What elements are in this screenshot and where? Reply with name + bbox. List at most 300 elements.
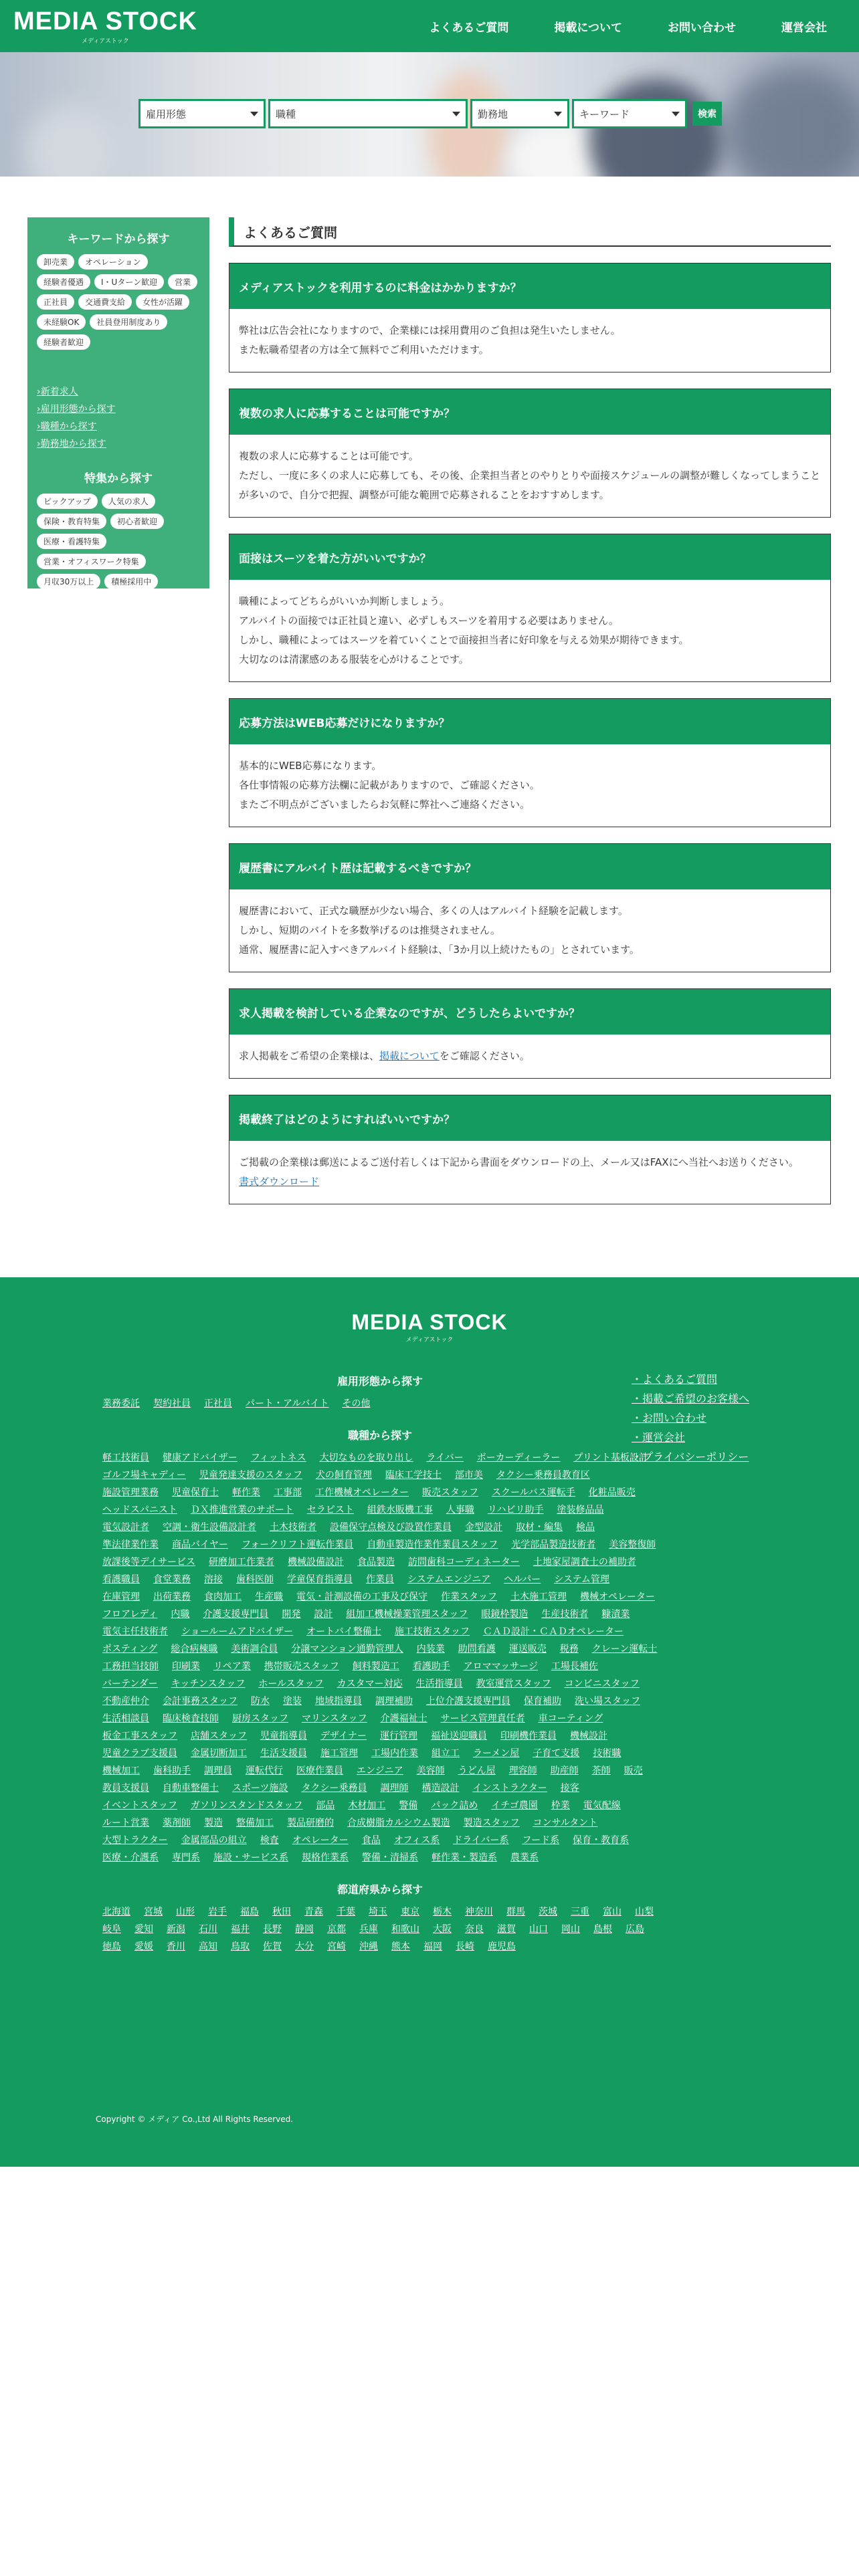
footer-employment-link[interactable]: 業務委託 bbox=[102, 1398, 140, 1409]
footer-pref-link[interactable]: 埼玉 bbox=[369, 1907, 387, 1917]
sidebar-link-location[interactable]: ›勤務地から探す bbox=[37, 439, 106, 449]
footer-employment-link[interactable]: その他 bbox=[342, 1398, 371, 1409]
nav-contact[interactable]: お問い合わせ bbox=[668, 21, 736, 35]
footer-job-link[interactable]: 施工技術スタッフ bbox=[394, 1626, 470, 1637]
footer-employment-link[interactable]: 契約社員 bbox=[153, 1398, 191, 1409]
footer-job-link[interactable]: ラーメン屋 bbox=[473, 1748, 520, 1759]
footer-job-link[interactable]: スポーツ施設 bbox=[232, 1783, 288, 1794]
footer-job-link[interactable]: 合成樹脂カルシウム製造 bbox=[347, 1818, 450, 1828]
footer-pref-link[interactable]: 富山 bbox=[603, 1907, 622, 1917]
footer-job-link[interactable]: リペア業 bbox=[213, 1661, 251, 1672]
footer-job-link[interactable]: 生活指導員 bbox=[415, 1679, 463, 1689]
faq-answer bbox=[229, 1035, 830, 1078]
faq-answer bbox=[229, 1141, 830, 1204]
footer-job-link[interactable]: 児童保育士 bbox=[172, 1487, 219, 1498]
footer-job-link[interactable]: 洗い場スタッフ bbox=[575, 1696, 640, 1707]
employment-select[interactable] bbox=[138, 99, 266, 128]
footer-pref-link[interactable]: 奈良 bbox=[465, 1924, 484, 1935]
nav-listing[interactable]: 掲載について bbox=[554, 21, 622, 35]
footer-job-link[interactable]: 歯科医師 bbox=[236, 1574, 274, 1585]
feature-tags bbox=[37, 494, 200, 589]
footer-job-link[interactable]: オフィス系 bbox=[393, 1835, 440, 1846]
footer-job-link[interactable]: 製造スタッフ bbox=[463, 1818, 520, 1828]
footer-job-link[interactable]: 助産師 bbox=[550, 1765, 579, 1776]
footer-pref-link[interactable]: 広島 bbox=[626, 1924, 644, 1935]
footer-job-link[interactable]: 医療作業員 bbox=[296, 1765, 343, 1776]
footer-job-link[interactable]: 電気配線 bbox=[583, 1800, 621, 1811]
footer-job-link[interactable]: 厨房スタッフ bbox=[232, 1713, 288, 1724]
footer-job-link[interactable]: オートバイ整備士 bbox=[306, 1626, 381, 1637]
footer-job-link[interactable]: 生産技術者 bbox=[541, 1609, 589, 1620]
job-select[interactable] bbox=[268, 99, 468, 128]
footer-job-link[interactable]: 施設管理業務 bbox=[102, 1487, 159, 1498]
footer-job-link[interactable]: 工務担当技師 bbox=[102, 1661, 159, 1672]
chevron-down-icon bbox=[250, 112, 258, 116]
keyword-select-value: キーワード bbox=[579, 108, 630, 120]
keyword-select[interactable] bbox=[572, 99, 687, 128]
sidebar-link-employment[interactable]: ›雇用形態から探す bbox=[37, 404, 116, 415]
footer-employment-link[interactable]: パート・アルバイト bbox=[246, 1398, 329, 1409]
footer-job-link[interactable]: 教員支援員 bbox=[102, 1783, 149, 1794]
footer-job-link[interactable]: 軽作業・製造系 bbox=[432, 1852, 497, 1863]
footer-job-link[interactable]: 機械設備設計 bbox=[288, 1557, 345, 1568]
footer-job-link[interactable]: 施工管理 bbox=[320, 1748, 358, 1759]
footer-job-link[interactable]: 助問看護 bbox=[458, 1644, 496, 1654]
footer-job-link[interactable]: 茶師 bbox=[591, 1765, 611, 1776]
footer-job-link[interactable]: システム管理 bbox=[554, 1574, 609, 1585]
footer-logo-text: MEDIA STOCK bbox=[351, 1310, 508, 1334]
footer-job-link[interactable]: 軽工技術員 bbox=[102, 1453, 149, 1463]
footer-job-link[interactable]: 美容整復師 bbox=[609, 1539, 656, 1550]
footer-job-link[interactable]: 工場長補佐 bbox=[551, 1661, 598, 1672]
footer-job-link[interactable]: 税務 bbox=[559, 1644, 579, 1654]
feature-tag[interactable]: ピックアップ bbox=[37, 494, 98, 509]
footer-job-link[interactable]: 介護支援専門員 bbox=[203, 1609, 269, 1620]
footer-job-link[interactable]: パック詰め bbox=[431, 1800, 478, 1811]
footer-pref-link[interactable]: 北海道 bbox=[102, 1907, 130, 1917]
footer-job-link[interactable]: 専門系 bbox=[172, 1852, 200, 1863]
faq-answer-line: 基本的にWEB応募になります。 bbox=[239, 760, 382, 772]
faq-answer-line: 履歴書において、正式な職歴が少ない場合、多くの人はアルバイト経験を記載します。 bbox=[239, 905, 628, 917]
footer-job-link[interactable]: 会計事務スタッフ bbox=[163, 1696, 237, 1707]
footer-job-link[interactable]: 検品 bbox=[576, 1522, 595, 1533]
footer-nav-link[interactable]: ・運営会社 bbox=[632, 1431, 686, 1444]
footer-pref-link[interactable]: 岐阜 bbox=[102, 1924, 121, 1935]
site-logo[interactable]: MEDIA STOCK メディアストック bbox=[13, 7, 197, 45]
footer-pref-link[interactable]: 大分 bbox=[295, 1941, 314, 1952]
footer-pref-list bbox=[102, 1903, 658, 1955]
faq-answer-line: 職種によってどちらがいいか判断しましょう。 bbox=[239, 595, 450, 607]
footer-pref-link[interactable]: 福岡 bbox=[423, 1941, 442, 1952]
footer-job-link[interactable]: 美術調合員 bbox=[231, 1644, 278, 1654]
footer-job-link[interactable]: タクシー乗務員教育区 bbox=[496, 1470, 590, 1481]
footer-logo[interactable] bbox=[0, 1311, 859, 1344]
footer-job-link[interactable]: コンビニスタッフ bbox=[564, 1679, 640, 1689]
footer-job-link[interactable]: 福祉送迎職員 bbox=[431, 1731, 488, 1741]
footer-job-link[interactable]: 塗装 bbox=[283, 1696, 302, 1707]
footer-job-link[interactable]: 総合病棟職 bbox=[171, 1644, 218, 1654]
footer-job-link[interactable]: 児童指導員 bbox=[260, 1731, 307, 1741]
footer-job-link[interactable]: 準法律業作業 bbox=[102, 1539, 159, 1550]
footer-job-link[interactable]: ＤＸ推進営業のサポート bbox=[190, 1505, 294, 1515]
footer-job-link[interactable]: プリント基板設計 bbox=[573, 1453, 648, 1463]
footer-job-link[interactable]: 調理員 bbox=[204, 1765, 232, 1776]
footer-job-link[interactable]: 研磨加工作業者 bbox=[209, 1557, 275, 1568]
footer-job-link[interactable]: 訪問歯科コーディネーター bbox=[408, 1557, 520, 1568]
footer-pref-link[interactable]: 滋賀 bbox=[497, 1924, 516, 1935]
footer-job-link[interactable]: 土木施工管理 bbox=[510, 1592, 567, 1602]
footer-job-link[interactable]: 金属部品の組立 bbox=[181, 1835, 247, 1846]
chevron-down-icon bbox=[554, 112, 562, 116]
footer-employment-list bbox=[102, 1395, 658, 1412]
feature-tag[interactable]: 積極採用中 bbox=[104, 574, 158, 589]
footer-nav-link[interactable]: ・プライバシーポリシー bbox=[632, 1451, 749, 1463]
footer-job-link[interactable]: フロアレディ bbox=[102, 1609, 158, 1620]
footer-job-link[interactable]: 生活支援員 bbox=[260, 1748, 307, 1759]
footer-job-link[interactable]: 子育て支援 bbox=[533, 1748, 580, 1759]
keyword-tag[interactable]: 社員登用制度あり bbox=[90, 314, 167, 330]
footer-job-link[interactable]: 製品研磨的 bbox=[287, 1818, 334, 1828]
footer-job-link[interactable]: アロママッサージ bbox=[463, 1661, 538, 1672]
faq-answer-line: 弊社は広告会社になりますので、企業様には採用費用のご負担は発生いたしません。 bbox=[239, 324, 621, 336]
footer-job-link[interactable]: 空調・衛生設備設計者 bbox=[163, 1522, 256, 1533]
footer-job-link[interactable]: オペレーター bbox=[292, 1835, 349, 1846]
footer-job-link[interactable]: 木材加工 bbox=[348, 1800, 386, 1811]
footer-job-link[interactable]: スクールバス運転手 bbox=[492, 1487, 575, 1498]
footer-job-link[interactable]: 土木技術者 bbox=[270, 1522, 316, 1533]
footer-job-link[interactable]: ＣＡＤ設計・ＣＡＤオペレーター bbox=[482, 1626, 624, 1637]
footer-job-link[interactable]: 自動車整備士 bbox=[163, 1783, 219, 1794]
footer-job-link[interactable]: 看護助手 bbox=[412, 1661, 450, 1672]
footer-job-link[interactable]: 印刷業 bbox=[172, 1661, 200, 1672]
footer-pref-link[interactable]: 岩手 bbox=[208, 1907, 227, 1917]
footer-job-link[interactable]: 土地家屋調査士の補助者 bbox=[533, 1557, 636, 1568]
footer-job-link[interactable]: 警備・清掃系 bbox=[362, 1852, 418, 1863]
footer-job-link[interactable]: クレーン運転士 bbox=[591, 1644, 658, 1654]
footer-pref-link[interactable]: 静岡 bbox=[295, 1924, 314, 1935]
search-button[interactable]: 検索 bbox=[692, 102, 722, 126]
keyword-tag[interactable]: 経験者優遇 bbox=[37, 274, 90, 290]
footer-job-link[interactable]: 不動産仲介 bbox=[102, 1696, 149, 1707]
footer-job-link[interactable]: 食肉加工 bbox=[204, 1592, 242, 1602]
footer-job-link[interactable]: 大切なものを取り出し bbox=[319, 1453, 413, 1463]
footer-nav-link[interactable]: ・お問い合わせ bbox=[632, 1412, 707, 1424]
feature-tag[interactable]: 保険・教育特集 bbox=[37, 514, 106, 529]
footer-job-link[interactable]: 出荷業務 bbox=[153, 1592, 191, 1602]
footer-job-link[interactable]: 規格作業系 bbox=[302, 1852, 349, 1863]
footer-pref-link[interactable]: 岡山 bbox=[561, 1924, 580, 1935]
footer-job-link[interactable]: 自動車製造作業作業員スタッフ bbox=[367, 1539, 498, 1550]
sidebar-link-job[interactable]: ›職種から探す bbox=[37, 421, 97, 432]
footer-pref-link[interactable]: 愛知 bbox=[134, 1924, 153, 1935]
footer-job-link[interactable]: ポスティング bbox=[102, 1644, 158, 1654]
footer-employment-heading: 雇用形態から探す bbox=[337, 1375, 423, 1388]
footer-job-link[interactable]: 臨床検査技師 bbox=[163, 1713, 219, 1724]
footer-job-link[interactable]: 地域指導員 bbox=[315, 1696, 362, 1707]
footer-job-link[interactable]: 技術職 bbox=[593, 1748, 622, 1759]
footer-job-link[interactable]: 児童クラブ支援員 bbox=[102, 1748, 177, 1759]
footer-job-link[interactable]: 機械オペレーター bbox=[580, 1592, 655, 1602]
footer-job-link[interactable]: 組立工 bbox=[432, 1748, 460, 1759]
feature-tag[interactable]: 営業・オフィスワーク特集 bbox=[37, 554, 146, 569]
nav-company[interactable]: 運営会社 bbox=[781, 21, 827, 35]
footer-job-link[interactable]: 介護福祉士 bbox=[380, 1713, 427, 1724]
footer-pref-link[interactable]: 福井 bbox=[231, 1924, 250, 1935]
feature-tag[interactable]: 初心者歓迎 bbox=[110, 514, 164, 529]
footer-pref-link[interactable]: 新潟 bbox=[167, 1924, 185, 1935]
footer-job-link[interactable]: 上位介護支援専門員 bbox=[426, 1696, 510, 1707]
keyword-tag[interactable]: 未経験OK bbox=[37, 314, 86, 330]
footer-job-link[interactable]: コンサルタント bbox=[533, 1818, 598, 1828]
footer-pref-link[interactable]: 長崎 bbox=[456, 1941, 474, 1952]
form-download-link[interactable]: 書式ダウンロード bbox=[239, 1176, 320, 1188]
footer-job-link[interactable]: 在庫管理 bbox=[102, 1592, 140, 1602]
footer-job-link[interactable]: 製造 bbox=[204, 1818, 223, 1828]
keyword-tag[interactable]: 交通費支給 bbox=[78, 294, 132, 310]
keyword-tag[interactable]: オペレーション bbox=[78, 254, 148, 270]
footer-job-link[interactable]: 美容師 bbox=[416, 1765, 445, 1776]
footer-job-link[interactable]: 携帯販売スタッフ bbox=[264, 1661, 339, 1672]
footer-job-link[interactable]: 運行管理 bbox=[380, 1731, 418, 1741]
nav-faq[interactable]: よくあるご質問 bbox=[429, 21, 509, 35]
footer-job-link[interactable]: 部市美 bbox=[454, 1470, 483, 1481]
footer-pref-link[interactable]: 宮城 bbox=[144, 1907, 163, 1917]
footer-job-link[interactable]: 金型設計 bbox=[465, 1522, 502, 1533]
footer-job-link[interactable]: 構造設計 bbox=[421, 1783, 460, 1794]
footer-pref-link[interactable]: 愛媛 bbox=[134, 1941, 153, 1952]
footer-pref-link[interactable]: 香川 bbox=[167, 1941, 185, 1952]
footer-pref-link[interactable]: 沖縄 bbox=[359, 1941, 378, 1952]
footer-job-link[interactable]: イベントスタッフ bbox=[102, 1800, 177, 1811]
footer-job-link[interactable]: 食品 bbox=[361, 1835, 381, 1846]
site-footer bbox=[0, 1277, 859, 2167]
listing-info-link[interactable]: 掲載について bbox=[379, 1050, 440, 1062]
footer-job-link[interactable]: 警備 bbox=[399, 1800, 418, 1811]
footer-job-link[interactable]: 分譲マンション通勤管理人 bbox=[291, 1644, 403, 1654]
footer-job-link[interactable]: 調理師 bbox=[380, 1783, 409, 1794]
footer-job-link[interactable]: 店舗スタッフ bbox=[191, 1731, 247, 1741]
location-select[interactable] bbox=[470, 99, 569, 128]
footer-job-link[interactable]: 内職 bbox=[171, 1609, 190, 1620]
footer-job-link[interactable]: 工場内作業 bbox=[371, 1748, 418, 1759]
footer-job-link[interactable]: 看護職員 bbox=[102, 1574, 140, 1585]
footer-job-link[interactable]: ホールスタッフ bbox=[258, 1679, 324, 1689]
footer-job-link[interactable]: 塗装修品品 bbox=[557, 1505, 604, 1515]
footer-job-link[interactable]: ゴルフ場キャディー bbox=[102, 1470, 186, 1481]
footer-job-link[interactable]: 作業員 bbox=[366, 1574, 394, 1585]
footer-pref-link[interactable]: 茨城 bbox=[539, 1907, 557, 1917]
footer-job-link[interactable]: 糠漬業 bbox=[601, 1609, 630, 1620]
footer-pref-link[interactable]: 宮崎 bbox=[327, 1941, 346, 1952]
footer-job-link[interactable]: 開発 bbox=[282, 1609, 301, 1620]
footer-job-link[interactable]: システムエンジニア bbox=[407, 1574, 491, 1585]
footer-job-link[interactable]: 印刷機作業員 bbox=[500, 1731, 557, 1741]
footer-job-link[interactable]: 飼料製造工 bbox=[352, 1661, 399, 1672]
footer-job-link[interactable]: 食堂業務 bbox=[153, 1574, 191, 1585]
footer-job-link[interactable]: エンジニア bbox=[357, 1765, 403, 1776]
footer-job-link[interactable]: ドライバー系 bbox=[453, 1835, 509, 1846]
footer-job-link[interactable]: 保育・教育系 bbox=[573, 1835, 630, 1846]
footer-pref-link[interactable]: 福島 bbox=[240, 1907, 259, 1917]
footer-job-link[interactable]: 生活相談員 bbox=[102, 1713, 149, 1724]
feature-tag[interactable]: 月収30万以上 bbox=[37, 574, 100, 589]
footer-job-link[interactable]: セラピスト bbox=[306, 1505, 354, 1515]
footer-job-link[interactable]: 調理補助 bbox=[375, 1696, 413, 1707]
footer-job-link[interactable]: うどん屋 bbox=[458, 1765, 496, 1776]
footer-job-link[interactable]: 接客 bbox=[560, 1783, 579, 1794]
footer-job-link[interactable]: 化粧品販売 bbox=[588, 1487, 636, 1498]
footer-job-link[interactable]: 工事部 bbox=[274, 1487, 302, 1498]
footer-pref-link[interactable]: 東京 bbox=[401, 1907, 419, 1917]
footer-job-link[interactable]: 作業スタッフ bbox=[441, 1592, 497, 1602]
footer-job-link[interactable]: 整備加工 bbox=[236, 1818, 274, 1828]
footer-job-link[interactable]: 電気設計者 bbox=[102, 1522, 149, 1533]
footer-job-link[interactable]: フード系 bbox=[522, 1835, 560, 1846]
feature-tag[interactable]: 医療・看護特集 bbox=[37, 534, 106, 549]
footer-job-link[interactable]: 電気主任技術者 bbox=[102, 1626, 168, 1637]
footer-job-link[interactable]: 歯科助手 bbox=[153, 1765, 191, 1776]
footer-pref-link[interactable]: 千葉 bbox=[337, 1907, 355, 1917]
footer-pref-link[interactable]: 神奈川 bbox=[465, 1907, 493, 1917]
footer-job-link[interactable]: 車コーティング bbox=[538, 1713, 603, 1724]
footer-job-link[interactable]: 教室運営スタッフ bbox=[476, 1679, 551, 1689]
footer-job-link[interactable]: マリンスタッフ bbox=[302, 1713, 367, 1724]
footer-pref-link[interactable]: 群馬 bbox=[506, 1907, 525, 1917]
footer-pref-link[interactable]: 大阪 bbox=[433, 1924, 452, 1935]
footer-job-link[interactable]: 機械設計 bbox=[570, 1731, 608, 1741]
copyright: Copyright © メディア Co.,Ltd All Rights Reserved. bbox=[96, 2115, 294, 2124]
footer-job-link[interactable]: 健康アドバイザー bbox=[163, 1453, 237, 1463]
footer-pref-link[interactable]: 鹿児島 bbox=[488, 1941, 516, 1952]
faq-answer-line: ただし、一度に多くの求人に応募しても、その後、企業担当者とのやりとりや面接スケジュールの調整が難しくなってしまうことが多いので、自分で把握、調整が可能な範囲で応募されることをおすすめします。 bbox=[239, 469, 821, 501]
footer-pref-link[interactable]: 青森 bbox=[304, 1907, 323, 1917]
footer-job-link[interactable]: 板金工事スタッフ bbox=[102, 1731, 177, 1741]
footer-pref-link[interactable]: 栃木 bbox=[433, 1907, 452, 1917]
footer-pref-link[interactable]: 島根 bbox=[593, 1924, 612, 1935]
footer-job-link[interactable]: バーテンダー bbox=[102, 1679, 158, 1689]
keyword-tag[interactable]: 女性が活躍 bbox=[136, 294, 189, 310]
footer-job-link[interactable]: 検査 bbox=[260, 1835, 279, 1846]
footer-job-link[interactable]: ルート営業 bbox=[102, 1818, 149, 1828]
footer-job-link[interactable]: ガソリンスタンドスタッフ bbox=[190, 1800, 303, 1811]
footer-job-link[interactable]: 保育補助 bbox=[524, 1696, 561, 1707]
footer-job-link[interactable]: 部品 bbox=[316, 1800, 335, 1811]
footer-job-link[interactable]: 学童保育指導員 bbox=[287, 1574, 353, 1585]
footer-pref-link[interactable]: 和歌山 bbox=[391, 1924, 419, 1935]
footer-pref-link[interactable]: 山口 bbox=[529, 1924, 548, 1935]
footer-pref-link[interactable]: 佐賀 bbox=[263, 1941, 282, 1952]
footer-job-link[interactable]: フィットネス bbox=[250, 1453, 306, 1463]
footer-job-link[interactable]: 生産職 bbox=[255, 1592, 283, 1602]
keyword-tag[interactable]: I・Uターン歓迎 bbox=[94, 274, 164, 290]
footer-job-link[interactable]: イチゴ農園 bbox=[491, 1800, 538, 1811]
footer-job-link[interactable]: 枠業 bbox=[551, 1800, 570, 1811]
footer-job-link[interactable]: 販売スタッフ bbox=[422, 1487, 478, 1498]
footer-job-link[interactable]: 組加工機械操業管理スタッフ bbox=[346, 1609, 468, 1620]
keyword-tag[interactable]: 営業 bbox=[168, 274, 197, 290]
footer-pref-link[interactable]: 長野 bbox=[263, 1924, 282, 1935]
footer-job-link[interactable]: 犬の飼育管理 bbox=[315, 1470, 372, 1481]
footer-job-link[interactable]: 医療・介護系 bbox=[102, 1852, 159, 1863]
footer-job-link[interactable]: 取材・編集 bbox=[516, 1522, 563, 1533]
footer-job-link[interactable]: キッチンスタッフ bbox=[171, 1679, 246, 1689]
footer-job-link[interactable]: 児童発達支援のスタッフ bbox=[199, 1470, 302, 1481]
footer-pref-link[interactable]: 石川 bbox=[199, 1924, 217, 1935]
footer-job-link[interactable]: 食品製造 bbox=[357, 1557, 395, 1568]
footer-job-link[interactable]: サービス管理責任者 bbox=[440, 1713, 525, 1724]
footer-job-link[interactable]: 設備保守点検及び設置作業員 bbox=[330, 1522, 452, 1533]
footer-nav-link[interactable]: ・よくあるご質問 bbox=[632, 1373, 718, 1386]
feature-tag[interactable]: 人気の求人 bbox=[102, 494, 155, 509]
footer-job-link[interactable]: 軽作業 bbox=[232, 1487, 260, 1498]
footer-pref-link[interactable]: 徳島 bbox=[102, 1941, 121, 1952]
footer-job-link[interactable]: フォークリフト運転作業員 bbox=[242, 1539, 354, 1550]
footer-pref-link[interactable]: 鳥取 bbox=[231, 1941, 250, 1952]
footer-job-link[interactable]: 理容師 bbox=[508, 1765, 537, 1776]
footer-job-link[interactable]: ボーカーディーラー bbox=[476, 1453, 561, 1463]
footer-job-link[interactable]: 臨床工学技士 bbox=[385, 1470, 442, 1481]
footer-job-link[interactable]: 金属切断加工 bbox=[191, 1748, 247, 1759]
keyword-tag[interactable]: 卸売業 bbox=[37, 254, 74, 270]
footer-job-link[interactable]: 電気・計測設備の工事及び保守 bbox=[296, 1592, 427, 1602]
faq-question: メディアストックを利用するのに料金はかかりますか？ bbox=[229, 263, 830, 309]
footer-pref-link[interactable]: 高知 bbox=[199, 1941, 217, 1952]
footer-job-link[interactable]: タクシー乗務員 bbox=[301, 1783, 367, 1794]
footer-pref-link[interactable]: 山梨 bbox=[635, 1907, 654, 1917]
main-nav bbox=[406, 18, 846, 35]
footer-job-link[interactable]: 防水 bbox=[251, 1696, 270, 1707]
footer-job-link[interactable]: 販売 bbox=[624, 1765, 643, 1776]
footer-pref-link[interactable]: 兵庫 bbox=[359, 1924, 378, 1935]
footer-job-link[interactable]: 溶接 bbox=[204, 1574, 223, 1585]
footer-job-link[interactable]: 設計 bbox=[314, 1609, 333, 1620]
footer-job-link[interactable]: 運転代行 bbox=[246, 1765, 283, 1776]
footer-job-link[interactable]: 眼鏡枠製造 bbox=[481, 1609, 529, 1620]
footer-job-link[interactable]: 大型トラクター bbox=[102, 1835, 168, 1846]
footer-job-link[interactable]: 内装業 bbox=[416, 1644, 445, 1654]
keyword-tag[interactable]: 経験者歓迎 bbox=[37, 334, 90, 350]
footer-job-link[interactable]: 放課後等デイサービス bbox=[102, 1557, 196, 1568]
footer-job-link[interactable]: リハビリ助手 bbox=[487, 1505, 544, 1515]
footer-job-link[interactable]: 運送販売 bbox=[508, 1644, 547, 1654]
footer-job-link[interactable]: 人事職 bbox=[446, 1505, 474, 1515]
footer-job-link[interactable]: 施設・サービス系 bbox=[213, 1852, 288, 1863]
footer-job-link[interactable]: ヘルパー bbox=[504, 1574, 541, 1585]
footer-pref-link[interactable]: 熊本 bbox=[391, 1941, 410, 1952]
footer-job-link[interactable]: 薬剤師 bbox=[163, 1818, 191, 1828]
footer-pref-link[interactable]: 山形 bbox=[176, 1907, 195, 1917]
footer-pref-link[interactable]: 京都 bbox=[327, 1924, 346, 1935]
footer-job-link[interactable]: ヘッドスパニスト bbox=[102, 1505, 177, 1515]
keyword-tag[interactable]: 正社員 bbox=[37, 294, 74, 310]
footer-job-link[interactable]: 組鉄水販機工事 bbox=[367, 1505, 433, 1515]
footer-nav-link[interactable]: ・掲載ご希望のお客様へ bbox=[632, 1392, 750, 1405]
footer-job-link[interactable]: ショールームアドバイザー bbox=[181, 1626, 294, 1637]
footer-job-link[interactable]: 光学部品製造技術者 bbox=[511, 1539, 596, 1550]
footer-job-link[interactable]: インストラクター bbox=[472, 1783, 547, 1794]
footer-job-link[interactable]: 農業系 bbox=[510, 1852, 539, 1863]
footer-employment-link[interactable]: 正社員 bbox=[204, 1398, 232, 1409]
footer-job-link[interactable]: ライバー bbox=[426, 1453, 464, 1463]
footer-job-link[interactable]: 工作機械オペレーター bbox=[315, 1487, 409, 1498]
sidebar-link-new[interactable]: ›新着求人 bbox=[37, 387, 78, 397]
footer-job-link[interactable]: 機械加工 bbox=[102, 1765, 140, 1776]
footer-pref-link[interactable]: 秋田 bbox=[272, 1907, 291, 1917]
footer-pref-link[interactable]: 三重 bbox=[571, 1907, 589, 1917]
footer-job-link[interactable]: デザイナー bbox=[320, 1731, 367, 1741]
footer-job-link[interactable]: 商品バイヤー bbox=[172, 1539, 228, 1550]
footer-job-link[interactable]: カスタマー対応 bbox=[337, 1679, 403, 1689]
